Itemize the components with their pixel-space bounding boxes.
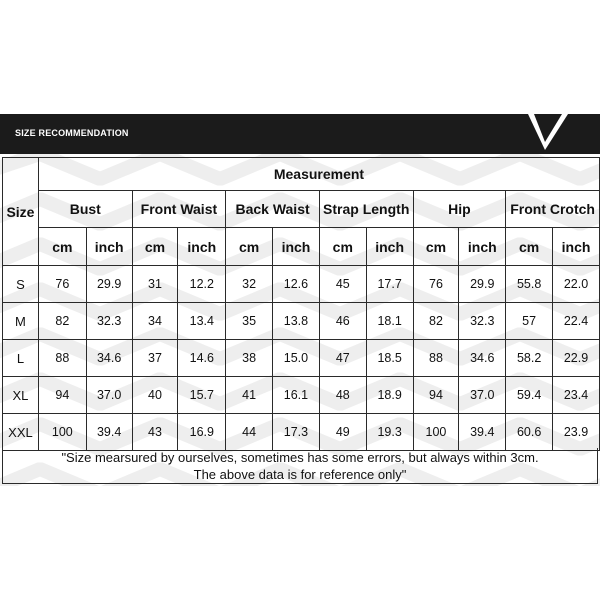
value-cell: 23.4	[553, 377, 600, 414]
size-cell: S	[3, 266, 39, 303]
value-cell: 100	[413, 414, 459, 451]
unit-cm: cm	[413, 228, 459, 266]
value-cell: 34	[132, 303, 178, 340]
value-cell: 38	[226, 340, 273, 377]
value-cell: 23.9	[553, 414, 600, 451]
value-cell: 22.4	[553, 303, 600, 340]
value-cell: 16.1	[273, 377, 320, 414]
value-cell: 34.6	[86, 340, 132, 377]
value-cell: 47	[319, 340, 366, 377]
value-cell: 32.3	[459, 303, 506, 340]
disclaimer-note	[2, 448, 598, 484]
chevron-down-icon	[528, 114, 568, 154]
disclaimer-line-2: The above data is for reference only"	[193, 467, 407, 482]
value-cell: 57	[506, 303, 553, 340]
value-cell: 34.6	[459, 340, 506, 377]
value-cell: 94	[38, 377, 86, 414]
table-row	[3, 303, 600, 340]
value-cell: 59.4	[506, 377, 553, 414]
value-cell: 55.8	[506, 266, 553, 303]
value-cell: 76	[38, 266, 86, 303]
measurement-header: Measurement	[38, 158, 599, 191]
value-cell: 13.8	[273, 303, 320, 340]
value-cell: 37	[132, 340, 178, 377]
group-header-strap-length: Strap Length	[319, 191, 413, 228]
unit-inch: inch	[459, 228, 506, 266]
value-cell: 49	[319, 414, 366, 451]
size-column-header: Size	[3, 158, 39, 266]
unit-inch: inch	[86, 228, 132, 266]
value-cell: 76	[413, 266, 459, 303]
value-cell: 18.5	[366, 340, 413, 377]
unit-cm: cm	[506, 228, 553, 266]
value-cell: 31	[132, 266, 178, 303]
value-cell: 37.0	[86, 377, 132, 414]
value-cell: 32	[226, 266, 273, 303]
group-header-front-crotch: Front Crotch	[506, 191, 600, 228]
value-cell: 45	[319, 266, 366, 303]
unit-inch: inch	[178, 228, 226, 266]
value-cell: 19.3	[366, 414, 413, 451]
value-cell: 13.4	[178, 303, 226, 340]
header-bar	[0, 114, 600, 154]
value-cell: 32.3	[86, 303, 132, 340]
value-cell: 16.9	[178, 414, 226, 451]
value-cell: 82	[38, 303, 86, 340]
table-row	[3, 266, 600, 303]
value-cell: 12.2	[178, 266, 226, 303]
size-cell: XL	[3, 377, 39, 414]
value-cell: 14.6	[178, 340, 226, 377]
value-cell: 12.6	[273, 266, 320, 303]
table-row	[3, 340, 600, 377]
value-cell: 18.1	[366, 303, 413, 340]
value-cell: 15.7	[178, 377, 226, 414]
unit-row	[3, 228, 600, 266]
value-cell: 39.4	[86, 414, 132, 451]
value-cell: 100	[38, 414, 86, 451]
unit-cm: cm	[38, 228, 86, 266]
table-row	[3, 414, 600, 451]
value-cell: 22.9	[553, 340, 600, 377]
value-cell: 82	[413, 303, 459, 340]
value-cell: 17.3	[273, 414, 320, 451]
value-cell: 17.7	[366, 266, 413, 303]
value-cell: 58.2	[506, 340, 553, 377]
value-cell: 29.9	[86, 266, 132, 303]
unit-cm: cm	[132, 228, 178, 266]
value-cell: 43	[132, 414, 178, 451]
unit-inch: inch	[366, 228, 413, 266]
group-header-front-waist: Front Waist	[132, 191, 226, 228]
value-cell: 48	[319, 377, 366, 414]
table-row	[3, 377, 600, 414]
group-header-bust: Bust	[38, 191, 132, 228]
value-cell: 88	[38, 340, 86, 377]
size-cell: XXL	[3, 414, 39, 451]
value-cell: 44	[226, 414, 273, 451]
value-cell: 88	[413, 340, 459, 377]
disclaimer-line-1: "Size mearsured by ourselves, sometimes has some errors, but always within 3cm.	[61, 450, 539, 465]
size-table	[2, 157, 600, 451]
size-cell: L	[3, 340, 39, 377]
unit-cm: cm	[319, 228, 366, 266]
value-cell: 46	[319, 303, 366, 340]
unit-cm: cm	[226, 228, 273, 266]
value-cell: 37.0	[459, 377, 506, 414]
value-cell: 18.9	[366, 377, 413, 414]
header-title: SIZE RECOMMENDATION	[15, 128, 129, 138]
value-cell: 39.4	[459, 414, 506, 451]
unit-inch: inch	[273, 228, 320, 266]
size-cell: M	[3, 303, 39, 340]
value-cell: 22.0	[553, 266, 600, 303]
value-cell: 35	[226, 303, 273, 340]
value-cell: 60.6	[506, 414, 553, 451]
unit-inch: inch	[553, 228, 600, 266]
group-header-back-waist: Back Waist	[226, 191, 320, 228]
size-chart-panel	[0, 154, 600, 486]
value-cell: 15.0	[273, 340, 320, 377]
value-cell: 29.9	[459, 266, 506, 303]
group-header-hip: Hip	[413, 191, 506, 228]
value-cell: 40	[132, 377, 178, 414]
value-cell: 41	[226, 377, 273, 414]
value-cell: 94	[413, 377, 459, 414]
